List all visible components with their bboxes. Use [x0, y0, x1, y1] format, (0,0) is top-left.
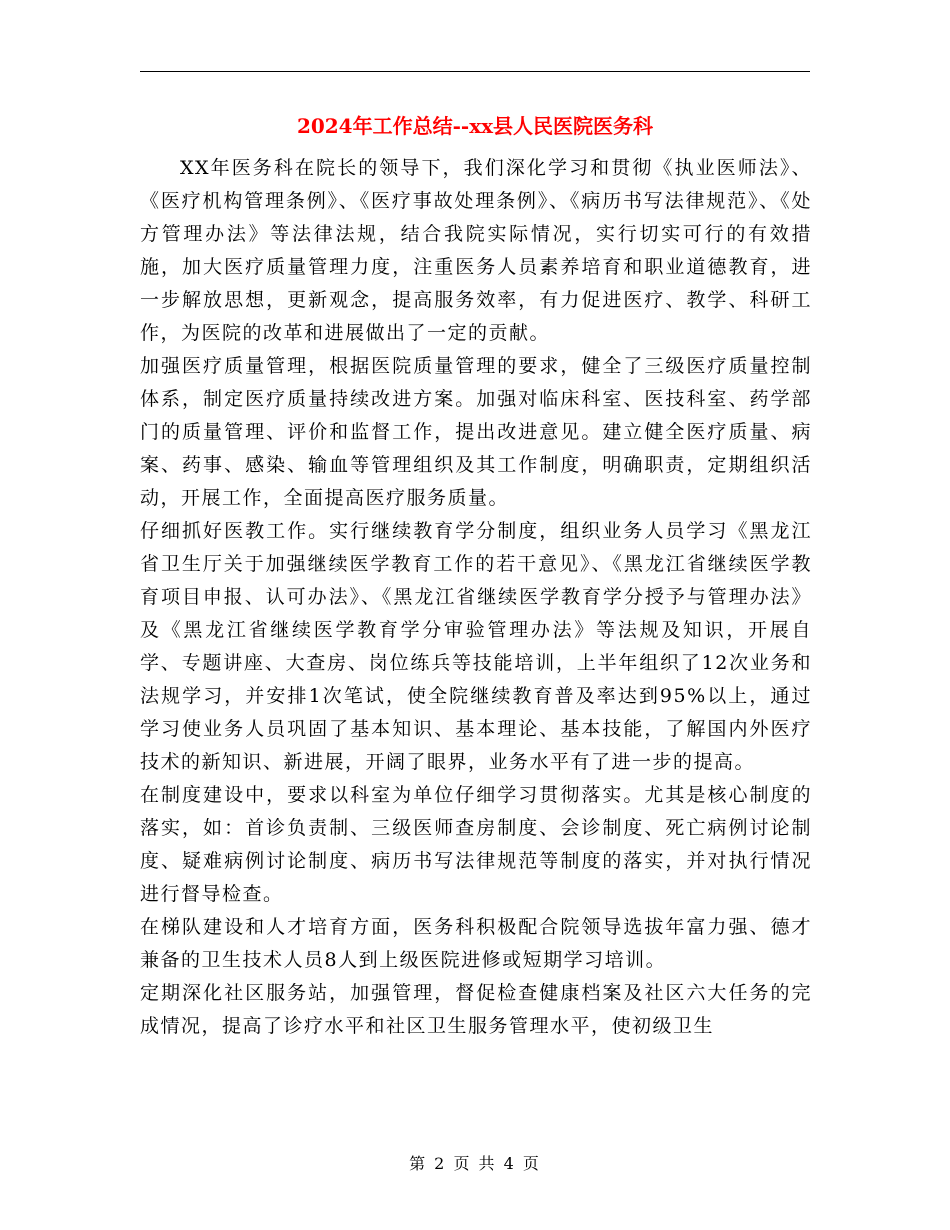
- paragraph-quality-management: 加强医疗质量管理，根据医院质量管理的要求，健全了三级医疗质量控制体系，制定医疗质量持续改进方案。加强对临床科室、医技科室、药学部门的质量管理、评价和监督工作，提出改进意见。建立健全医疗质量、病案、药事、感染、输血等管理组织及其工作制度，明确职责，定期组织活动，开展工作，全面提高医疗服务质量。: [140, 355, 812, 509]
- document-title: 2024年工作总结--xx县人民医院医务科: [296, 114, 654, 138]
- document-body: [140, 152, 812, 1043]
- header-rule: [140, 71, 810, 72]
- paragraph-intro: XX年医务科在院长的领导下，我们深化学习和贯彻《执业医师法》、《医疗机构管理条例》、《医疗事故处理条例》、《病历书写法律规范》、《处方管理办法》等法律法规，结合我院实际情况，实行切实可行的有效措施，加大医疗质量管理力度，注重医务人员素养培育和职业道德教育，进一步解放思想，更新观念，提高服务效率，有力促进医疗、教学、科研工作，为医院的改革和进展做出了一定的贡献。: [140, 157, 812, 344]
- page-number: 第 2 页 共 4 页: [409, 1154, 541, 1173]
- paragraph-talent-training: 在梯队建设和人才培育方面，医务科积极配合院领导选拔年富力强、德才兼备的卫生技术人员8人到上级医院进修或短期学习培训。: [140, 916, 812, 971]
- paragraph-system-building: 在制度建设中，要求以科室为单位仔细学习贯彻落实。尤其是核心制度的落实，如：首诊负责制、三级医师查房制度、会诊制度、死亡病例讨论制度、疑难病例讨论制度、病历书写法律规范等制度的落实，并对执行情况进行督导检查。: [140, 784, 812, 905]
- paragraph-community-service: 定期深化社区服务站，加强管理，督促检查健康档案及社区六大任务的完成情况，提高了诊疗水平和社区卫生服务管理水平，使初级卫生: [140, 982, 812, 1037]
- paragraph-medical-education: 仔细抓好医教工作。实行继续教育学分制度，组织业务人员学习《黑龙江省卫生厅关于加强继续医学教育工作的若干意见》、《黑龙江省继续医学教育项目申报、认可办法》、《黑龙江省继续医学教育学分授予与管理办法》及《黑龙江省继续医学教育学分审验管理办法》等法规及知识，开展自学、专题讲座、大查房、岗位练兵等技能培训，上半年组织了12次业务和法规学习，并安排1次笔试，使全院继续教育普及率达到95%以上，通过学习使业务人员巩固了基本知识、基本理论、基本技能，了解国内外医疗技术的新知识、新进展，开阔了眼界，业务水平有了进一步的提高。: [140, 520, 812, 773]
